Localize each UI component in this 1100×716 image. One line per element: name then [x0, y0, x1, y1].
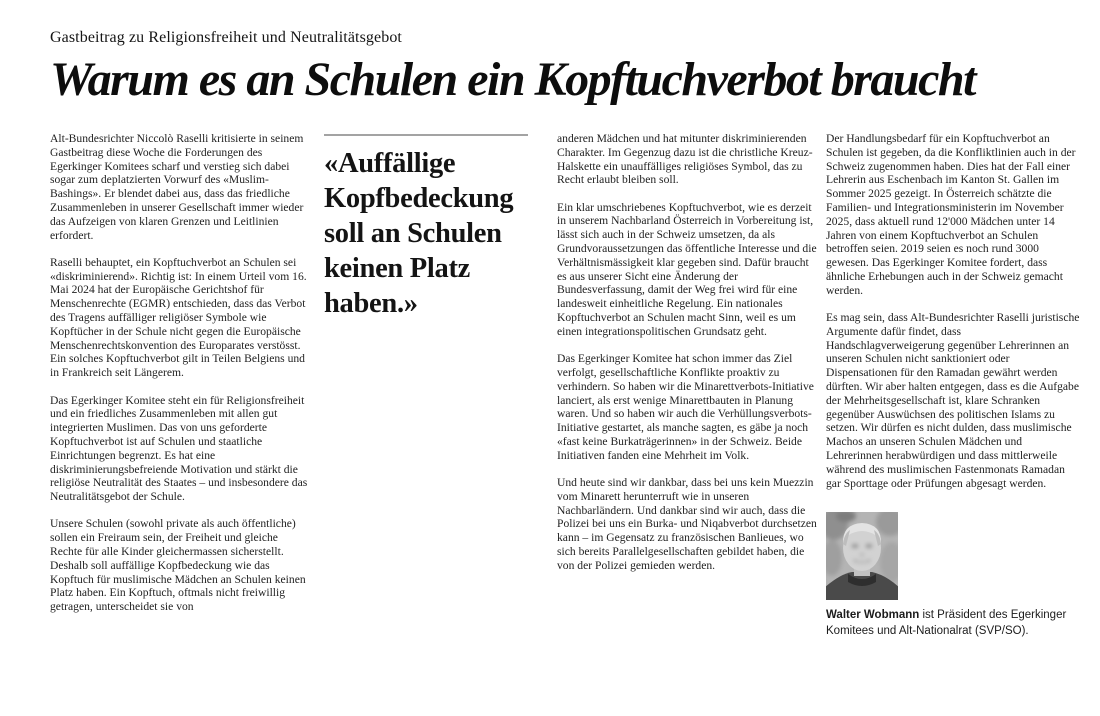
paragraph: Und heute sind wir dankbar, dass bei uns kein Muezzin vom Minarett herunterruft wie in unseren Nachbarländern. Und dankbar sind wir auch, dass die Polizei bei uns ein Burka- und Niqabverbot durchsetzen kann – im Gegensatz zu französischen Banlieues, wo sich bereits Parallelgesellschaften gebildet haben, die von der Polizei gemieden werden.: [557, 476, 817, 572]
body-column-3: [826, 132, 1081, 639]
paragraph: Alt-Bundesrichter Niccolò Raselli kritisierte in seinem Gastbeitrag diese Woche die Forderungen des Egerkinger Komitees scharf und verstieg sich dabei sogar zum deplatzierten Vorwurf des «Muslim-Bashings». Er blendet dabei aus, dass das friedliche Zusammenleben in unserer Gesellschaft immer wieder das Aufzeigen von klaren Grenzen und Leitlinien erfordert.: [50, 132, 304, 242]
kicker: Gastbeitrag zu Religionsfreiheit und Neutralitätsgebot: [50, 29, 402, 46]
author-caption: [826, 608, 1076, 639]
author-name: Walter Wobmann: [826, 609, 920, 622]
paragraph: Es mag sein, dass Alt-Bundesrichter Raselli juristische Argumente dafür findet, dass Handschlagverweigerung gegenüber Lehrerinnen an unseren Schulen nicht sanktioniert oder Dispensationen für den Ramadan gewährt werden dürften. Wir aber halten entgegen, dass es die Aufgabe der Mehrheitsgesellschaft ist, klare Schranken gegenüber Auswüchsen des politischen Islams zu setzen. Wir dürfen es nicht dulden, dass muslimische Machos an unseren Schulen Mädchen und Lehrerinnen herabwürdigen und dass mittlerweile während des muslimischen Fastenmonats Ramadan gar Sporttage oder Prüfungen abgesagt werden.: [826, 311, 1080, 490]
body-column-1: [50, 132, 312, 614]
author-caption-text: ist Präsident des Egerkinger Komitees und Alt-Nationalrat (SVP/SO).: [826, 609, 1067, 637]
paragraph: Das Egerkinger Komitee steht ein für Religionsfreiheit und ein friedliches Zusammenleben mit allen gut integrierten Muslimen. Das von uns geforderte Kopftuchverbot ist auf Schulen und staatliche Einrichtungen begrenzt. Es hat eine diskriminierungsbefreiende Motivation und stärkt die religiöse Neutralität des Staates – und insbesondere das Neutralitätsgebot der Schule.: [50, 393, 308, 504]
paragraph: Der Handlungsbedarf für ein Kopftuchverbot an Schulen ist gegeben, da die Konfliktlinien auch in der Schweiz zugenommen haben. Dies hat der Fall einer Lehrerin aus Eschenbach im Kanton St. Gallen im Sommer 2025 gezeigt. In Österreich schätzte die Familien- und Integrationsministerin im November 2025, dass aktuell rund 12'000 Mädchen unter 14 Jahren von einem Kopftuchverbot an Schulen betroffen seien. 2019 seien es noch rund 3000 gewesen. Das Egerkinger Komitee fordert, dass ähnliche Erhebungen auch in der Schweiz gemacht werden.: [826, 132, 1076, 297]
paragraph: Raselli behauptet, ein Kopftuchverbot an Schulen sei «diskriminierend». Richtig ist: In einem Urteil vom 16. Mai 2024 hat der Europäische Gerichtshof für Menschenrechte (EGMR) entschieden, dass das Verbot des Tragens auffälliger religiöser Symbole wie Kopftücher in der Schule nicht gegen die Europäische Menschenrechtskonvention des Europarates verstösst. Ein solches Kopftuchverbot gilt in Teilen Belgiens und in Frankreich seit Längerem.: [50, 255, 307, 380]
author-block: [826, 512, 1081, 639]
paragraph: Das Egerkinger Komitee hat schon immer das Ziel verfolgt, gesellschaftliche Konflikte proaktiv zu verhindern. So haben wir die Minarettverbots-Initiative lanciert, als erst wenige Minarettbauten in Planung waren. Und so haben wir auch die Verhüllungsverbots-Initiative gestartet, als manche sagten, es gäbe ja noch «fast keine Burkaträgerinnen» in der Schweiz. Beide Initiativen fanden eine Mehrheit im Volk.: [557, 352, 814, 462]
body-column-2: [557, 132, 819, 573]
article-columns: [50, 132, 1080, 639]
author-portrait-photo-icon: [826, 512, 898, 600]
pull-quote-rule: [324, 134, 528, 136]
pull-quote-column: [324, 132, 528, 321]
article-page: [50, 28, 1080, 639]
paragraph: Unsere Schulen (sowohl private als auch öffentliche) sollen ein Freiraum sein, der Freiheit und gleiche Rechte für alle Kinder gleichermassen sicherstellt. Deshalb soll auffällige Kopfbedeckung wie das Kopftuch für muslimische Mädchen an Schulen keinen Platz haben. Ein Kopftuch, oftmals nicht freiwillig getragen, unterscheidet sie von: [50, 517, 306, 614]
pull-quote: «Auffällige Kopfbedeckung soll an Schulen keinen Platz haben.»: [324, 148, 514, 319]
paragraph: Ein klar umschriebenes Kopftuchverbot, wie es derzeit in unserem Nachbarland Österreich in Vorbereitung ist, lässt sich auch in der Schweiz umsetzen, da als Grundvoraussetzungen das öffentliche Interesse und die Verhältnismässigkeit klar gegeben sind. Dafür braucht es aus unserer Sicht eine Änderung der Bundesverfassung, damit der Weg frei wird für eine landesweit einheitliche Regelung. Ein nationales Kopftuchverbot an Schulen macht Sinn, weil es um einen integrationspolitischen Grundsatz geht.: [557, 200, 817, 338]
headline: Warum es an Schulen ein Kopftuchverbot braucht: [50, 53, 975, 106]
paragraph: anderen Mädchen und hat mitunter diskriminierenden Charakter. Im Gegenzug dazu ist die christliche Kreuz-Halskette ein unauffälliges religiöses Symbol, das zu Recht erlaubt bleiben soll.: [557, 132, 813, 187]
